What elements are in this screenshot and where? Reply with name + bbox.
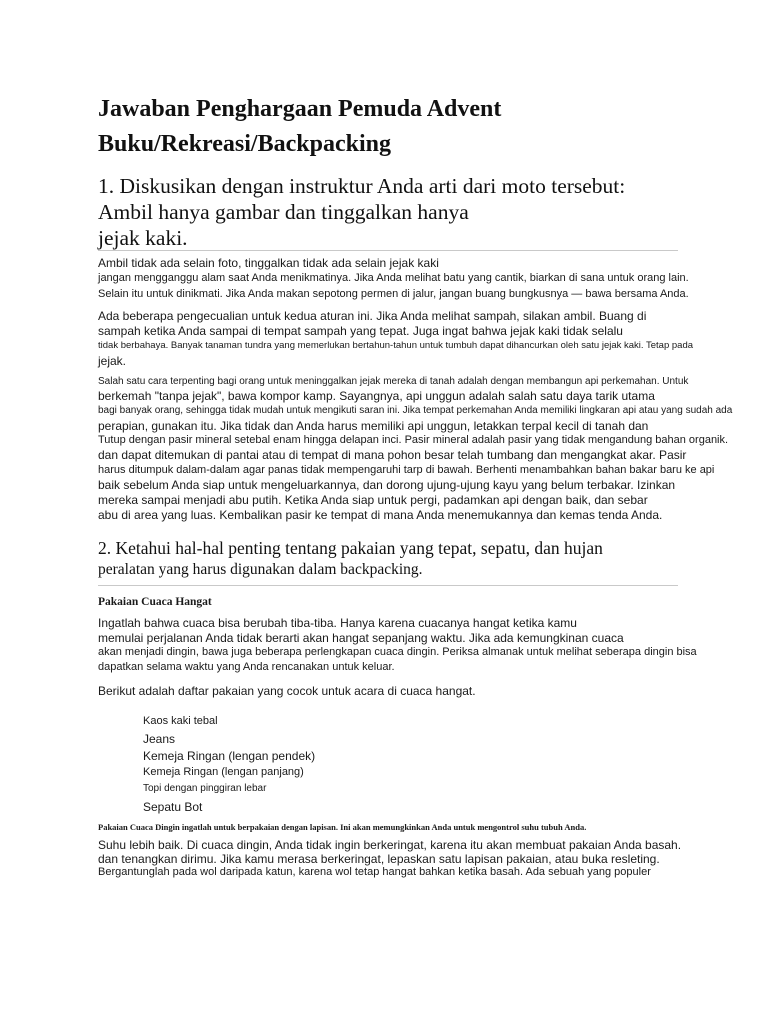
paragraph-3-line: berkemah "tanpa jejak", bawa kompor kamp. Sayangnya, api unggun adalah salah satu daya tarik utama [98,389,655,403]
paragraph-1-line: jangan mengganggu alam saat Anda menikmatinya. Jika Anda melihat batu yang cantik, biarkan di sana untuk orang lain. [98,272,689,284]
section-divider-2 [98,585,678,586]
paragraph-3-line: harus ditumpuk dalam-dalam agar panas tidak mempengaruhi tarp di bawah. Berhenti menambahkan bahan bakar baru ke api [98,464,715,476]
warm-paragraph-line: Ingatlah bahwa cuaca bisa berubah tiba-tiba. Hanya karena cuacanya hangat ketika kamu [98,616,577,630]
paragraph-3-line: baik sebelum Anda siap untuk mengeluarkannya, dan dorong ujung-ujung kayu yang belum terbakar. Izinkan [98,478,676,492]
warm-paragraph-line: akan menjadi dingin, bawa juga beberapa perlengkapan cuaca dingin. Periksa almanak untuk melihat seberapa dingin bisa [98,646,697,658]
cold-paragraph-line: Suhu lebih baik. Di cuaca dingin, Anda tidak ingin berkeringat, karena itu akan membuat pakaian Anda basah. [98,838,682,852]
clothing-list-intro: Berikut adalah daftar pakaian yang cocok untuk acara di cuaca hangat. [98,684,476,698]
section-divider-1 [98,250,678,251]
paragraph-3-line: abu di area yang luas. Kembalikan pasir ke tempat di mana Anda menemukannya dan kemas tenda Anda. [98,508,663,522]
question-2-line-2: peralatan yang harus digunakan dalam backpacking. [98,561,423,578]
list-item: Sepatu Bot [143,800,203,814]
document-title-line-2: Buku/Rekreasi/Backpacking [98,131,391,157]
list-item: Kemeja Ringan (lengan panjang) [143,766,304,778]
paragraph-3-line: perapian, gunakan itu. Jika tidak dan Anda harus memiliki api unggun, letakkan terpal kecil di tanah dan [98,419,649,433]
paragraph-1-line: Ambil tidak ada selain foto, tinggalkan tidak ada selain jejak kaki [98,256,439,270]
paragraph-2-line: Ada beberapa pengecualian untuk kedua aturan ini. Jika Anda melihat sampah, silakan ambil. Buang di [98,309,647,323]
paragraph-3-line: bagi banyak orang, sehingga tidak mudah untuk mengikuti saran ini. Jika tempat perkemahan Anda memiliki lingkaran api atau yang sudah ada [98,405,733,416]
list-item: Jeans [143,732,176,746]
question-1-line-1: 1. Diskusikan dengan instruktur Anda arti dari moto tersebut: [98,174,626,198]
question-1-line-3: jejak kaki. [98,226,188,250]
paragraph-2-line: sampah ketika Anda sampai di tempat sampah yang tepat. Juga ingat bahwa jejak kaki tidak selalu [98,324,623,338]
paragraph-2-line: tidak berbahaya. Banyak tanaman tundra yang memerlukan bertahun-tahun untuk tumbuh dapat dihancurkan oleh satu jejak kaki. Tetap pada [98,340,694,351]
paragraph-3-line: Tutup dengan pasir mineral setebal enam hingga delapan inci. Pasir mineral adalah pasir yang tidak mengandung bahan organik. [98,434,729,446]
list-item: Kaos kaki tebal [143,715,218,727]
cold-weather-heading: Pakaian Cuaca Dingin ingatlah untuk berpakaian dengan lapisan. Ini akan memungkinkan Anda untuk mengontrol suhu tubuh Anda. [98,822,587,832]
paragraph-3-line: mereka sampai menjadi abu putih. Ketika Anda siap untuk pergi, padamkan api dengan baik, dan sebar [98,493,648,507]
warm-weather-heading: Pakaian Cuaca Hangat [98,596,212,608]
list-item: Kemeja Ringan (lengan pendek) [143,749,316,763]
list-item: Topi dengan pinggiran lebar [143,783,267,794]
paragraph-1-line: Selain itu untuk dinikmati. Jika Anda makan sepotong permen di jalur, jangan buang bungkusnya — bawa bersama Anda. [98,288,689,300]
document-title-line-1: Jawaban Penghargaan Pemuda Advent [98,96,502,122]
cold-paragraph-line: dan tenangkan dirimu. Jika kamu merasa berkeringat, lepaskan satu lapisan pakaian, atau buka resleting. [98,852,660,866]
cold-paragraph-line: Bergantunglah pada wol daripada katun, karena wol tetap hangat bahkan ketika basah. Ada sebuah yang populer [98,866,651,878]
warm-paragraph-line: memulai perjalanan Anda tidak berarti akan hangat sepanjang waktu. Jika ada kemungkinan cuaca [98,631,624,645]
paragraph-2-line: jejak. [98,354,127,368]
question-1-line-2: Ambil hanya gambar dan tinggalkan hanya [98,200,469,224]
paragraph-3-line: Salah satu cara terpenting bagi orang untuk meninggalkan jejak mereka di tanah adalah dengan membangun api perkemahan. Untuk [98,376,689,387]
warm-paragraph-line: dapatkan selama waktu yang Anda rencanakan untuk keluar. [98,661,395,673]
paragraph-3-line: dan dapat ditemukan di pantai atau di tempat di mana pohon besar telah tumbang dan mengangkat akar. Pasir [98,448,687,462]
question-2-line-1: 2. Ketahui hal-hal penting tentang pakaian yang tepat, sepatu, dan hujan [98,538,603,558]
